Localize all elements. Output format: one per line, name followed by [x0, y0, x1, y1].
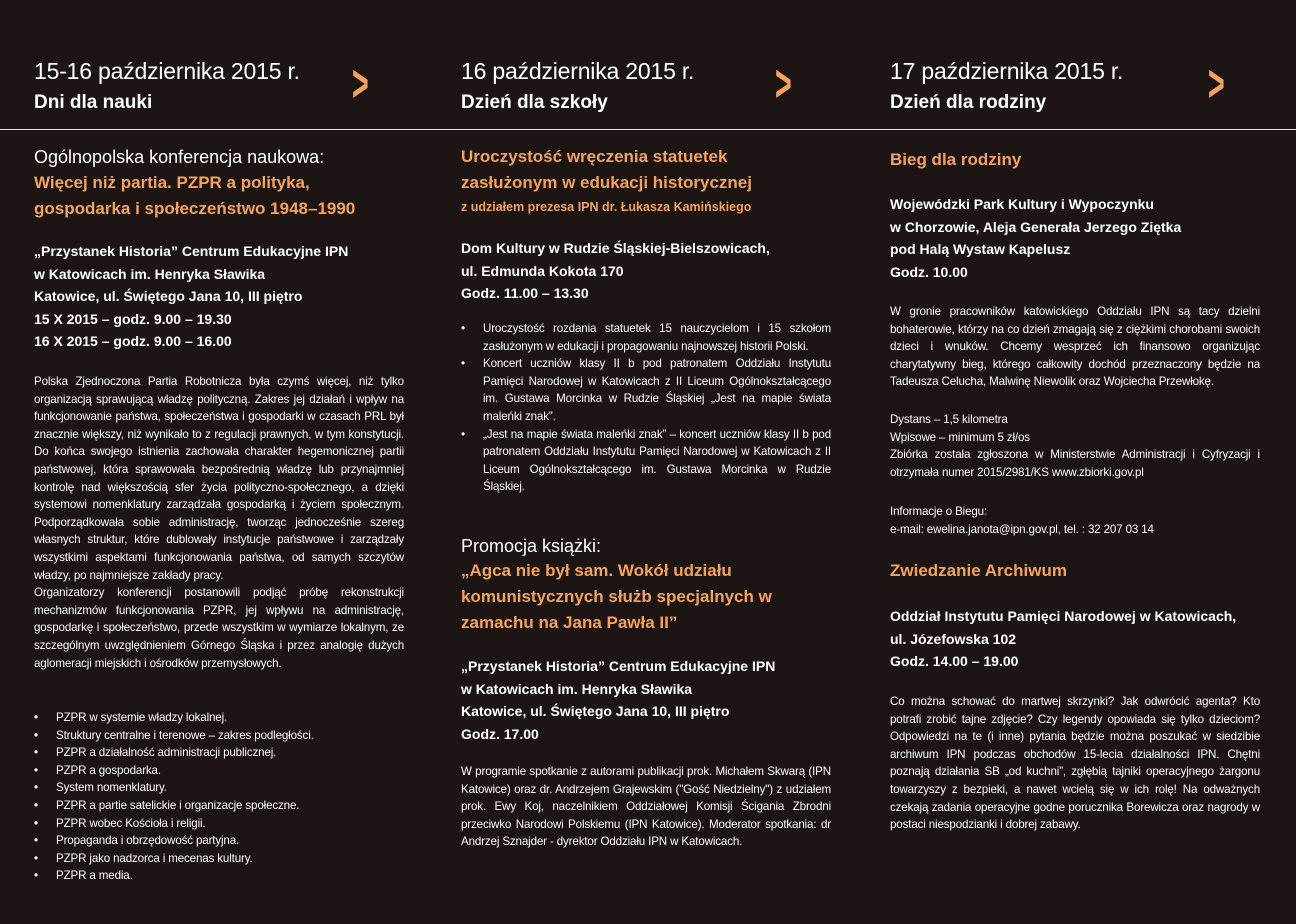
event-info [461, 655, 831, 745]
list-item: • Uroczystość rozdania statuetek 15 nauczycielom i 15 szkołom zasłużonym w edukacji i propagowaniu najnowszej historii Polski. [461, 320, 831, 355]
event-title-sub: z udziałem prezesa IPN dr. Łukasza Kamińskiego [461, 200, 752, 214]
info-line: 15 X 2015 – godz. 9.00 – 19.30 [34, 310, 232, 327]
contact-info [890, 503, 1260, 538]
topic-list [34, 709, 404, 885]
info-line: ul. Edmunda Kokota 170 [461, 262, 624, 279]
column-school-day [461, 0, 833, 924]
list-item: • PZPR a partie satelickie i organizacje społeczne. [34, 797, 404, 815]
event-info [461, 237, 831, 305]
detail-line: Dystans – 1,5 kilometra [890, 413, 1008, 426]
info-line: Katowice, ul. Świętego Jana 10, III piętro [34, 288, 303, 304]
contact-label: Informacje o Biegu: [890, 505, 988, 518]
column-date: 16 października 2015 r. [461, 58, 695, 84]
event-title: Więcej niż partia. PZPR a polityka, gospodarka i społeczeństwo 1948–1990 [34, 173, 356, 218]
list-item: • PZPR a gospodarka. [34, 762, 404, 780]
book-title: „Agca nie był sam. Wokół udziału komunistycznych służb specjalnych w zamachu na Jana Pawła II” [461, 561, 772, 632]
event-title: Bieg dla rodziny [890, 150, 1022, 169]
list-item: • PZPR w systemie władzy lokalnej. [34, 709, 404, 727]
event-info [34, 240, 404, 353]
column-subtitle: Dzień dla rodziny [890, 92, 1047, 113]
info-line: w Chorzowie, Aleja Generała Jerzego Ziętka [890, 218, 1182, 235]
info-line: pod Halą Wystaw Kapelusz [890, 241, 1071, 257]
event-description [34, 373, 404, 672]
list-item: • „Jest na mapie świata maleńki znak” – koncert uczniów klasy II b pod patronatem Oddziału Instytutu Pamięci Narodowej w Katowicach z II Liceum Ogólnokształcącego im. Gustawa Morcinka w Rudzie Śląskiej. [461, 426, 831, 496]
column-family-day [890, 0, 1262, 924]
contact-line: e-mail: ewelina.janota@ipn.gov.pl, tel. : 32 207 03 14 [890, 522, 1154, 536]
event-description: W gronie pracowników katowickiego Oddziału IPN są tacy dzielni bohaterowie, którzy na co dzień zmagają się z ciężkimi chorobami swoich dzieci i wnuków. Chcemy wesprzeć ich finansowo organizując charytatywny bieg, którego całkowity dochód przeznaczony będzie na Tadeusza Celucha, Malwinę Niewolik oraz Wojciecha Przewłokę. [890, 305, 1260, 389]
info-line: Oddział Instytutu Pamięci Narodowej w Katowicach, [890, 608, 1237, 624]
info-line: Dom Kultury w Rudzie Śląskiej-Bielszowicach, [461, 240, 770, 256]
event-description: W programie spotkanie z autorami publikacji prok. Michałem Skwarą (IPN Katowice) oraz dr. Andrzejem Grajewskim ("Gość Niedzielny") z udziałem prok. Ewy Koj, naczelnikiem Oddziałowej Komisji Ścigania Zbrodni przeciwko Narodowi Polskiemu (IPN Katowice). Moderator spotkania: dr Andrzej Sznajder - dyrektor Oddziału IPN w Katowicach. [461, 765, 831, 849]
column-subtitle: Dzień dla szkoły [461, 92, 608, 113]
run-details [890, 411, 1260, 481]
paragraph: Organizatorzy konferencji postanowili podjąć próbę rekonstrukcji mechanizmów funkcjonowania PZPR, jej wpływu na administrację, gospodarkę i społeczeństwo, przede wszystkim w wymiarze lokalnym, ze szczególnym uwzględnieniem Górnego Śląska i przez analogię dużych aglomeracji miejskich i ośrodków przemysłowych. [34, 586, 404, 670]
info-line: w Katowicach im. Henryka Sławika [461, 680, 693, 697]
list-item: • PZPR wobec Kościoła i religii. [34, 815, 404, 833]
paragraph: Polska Zjednoczona Partia Robotnicza była czymś więcej, niż tylko organizacją sprawującą władzę polityczną. Zakres jej działań i wpływ na funkcjonowanie państwa, społeczeństwa i gospodarki w czasach PRL był znacznie większy, niż wynikało to z regulacji prawnych, w tym konstytucji. Do końca swojego istnienia zachowała charakter hegemonicznej partii państwowej, która sprawowała bezpośrednią władzę lub przynajmniej kontrolę nad większością sfer życia polityczno-społecznego, a dzięki systemowi nomenklatury zarządzała gospodarką i życiem społecznym. Podporządkowała sobie administrację, tworząc jednocześnie szereg własnych struktur, które dublowały instytucje państwowe i zarządzały wszystkimi aspektami funkcjonowania państwa, od samych szczytów władzy, po najmniejsze zakłady pracy. [34, 375, 404, 582]
chevron-right-icon: > [775, 55, 792, 113]
event-intro: Promocja książki: [461, 536, 602, 556]
event-info [890, 193, 1260, 283]
list-item: • Propaganda i obrzędowość partyjna. [34, 832, 404, 850]
list-item: • Koncert uczniów klasy II b pod patronatem Oddziału Instytutu Pamięci Narodowej w Katowicach z II Liceum Ogólnokształcącego im. Gustawa Morcinka w Rudzie Śląskiej „Jest na mapie świata maleńki znak”. [461, 355, 831, 425]
info-line: Godz. 17.00 [461, 725, 539, 742]
column-subtitle: Dni dla nauki [34, 92, 153, 113]
info-line: Godz. 11.00 – 13.30 [461, 285, 589, 301]
info-line: Godz. 10.00 [890, 263, 968, 280]
event-description: Co można schować do martwej skrzynki? Jak odwrócić agenta? Kto potrafi zrobić tajne zdjęcie? Czy legendy opowiada się tylko dzieciom? Odpowiedzi na te (i inne) pytania będzie można poszukać w siedzibie archiwum IPN podczas obchodów 15-lecia działalności IPN. Chętni poznają działania SB „od kuchni”, zgłębią tajniki operacyjnego żargonu towarzyszy z bezpieki, a nawet wcielą się w ich rolę! Na odważnych czekają zadania operacyjne godne porucznika Borewicza oraz nagrody w postaci niespodzianki i dobrej zabawy. [890, 695, 1260, 832]
list-item: • System nomenklatury. [34, 779, 404, 797]
list-item: • PZPR a działalność administracji publicznej. [34, 744, 404, 762]
info-line: Godz. 14.00 – 19.00 [890, 653, 1019, 669]
list-item: • PZPR a media. [34, 867, 404, 885]
info-line: Katowice, ul. Świętego Jana 10, III piętro [461, 703, 730, 719]
program-list [461, 320, 831, 496]
info-line: w Katowicach im. Henryka Sławika [34, 265, 266, 282]
event-info [890, 605, 1260, 673]
info-line: Wojewódzki Park Kultury i Wypoczynku [890, 196, 1154, 212]
info-line: 16 X 2015 – godz. 9.00 – 16.00 [34, 333, 232, 349]
chevron-right-icon: > [352, 55, 369, 113]
event-title: Zwiedzanie Archiwum [890, 561, 1067, 580]
info-line: „Przystanek Historia” Centrum Edukacyjne IPN [34, 243, 349, 259]
column-date: 17 października 2015 r. [890, 58, 1124, 84]
chevron-right-icon: > [1208, 55, 1225, 113]
detail-line: Wpisowe – minimum 5 zł/os [890, 430, 1030, 444]
column-date: 15-16 października 2015 r. [34, 58, 300, 84]
list-item: • PZPR jako nadzorca i mecenas kultury. [34, 850, 404, 868]
event-title: Uroczystość wręczenia statuetek zasłużonym w edukacji historycznej [461, 147, 752, 192]
info-line: „Przystanek Historia” Centrum Edukacyjne IPN [461, 658, 776, 674]
info-line: ul. Józefowska 102 [890, 630, 1017, 647]
event-intro: Ogólnopolska konferencja naukowa: [34, 147, 325, 167]
list-item: • Struktury centralne i terenowe – zakres podległości. [34, 727, 404, 745]
column-science-days [34, 0, 406, 924]
detail-line: Zbiórka została zgłoszona w Ministerstwie Administracji i Cyfryzacji i otrzymała numer 2015/2981/KS www.zbiorki.gov.pl [890, 448, 1260, 479]
